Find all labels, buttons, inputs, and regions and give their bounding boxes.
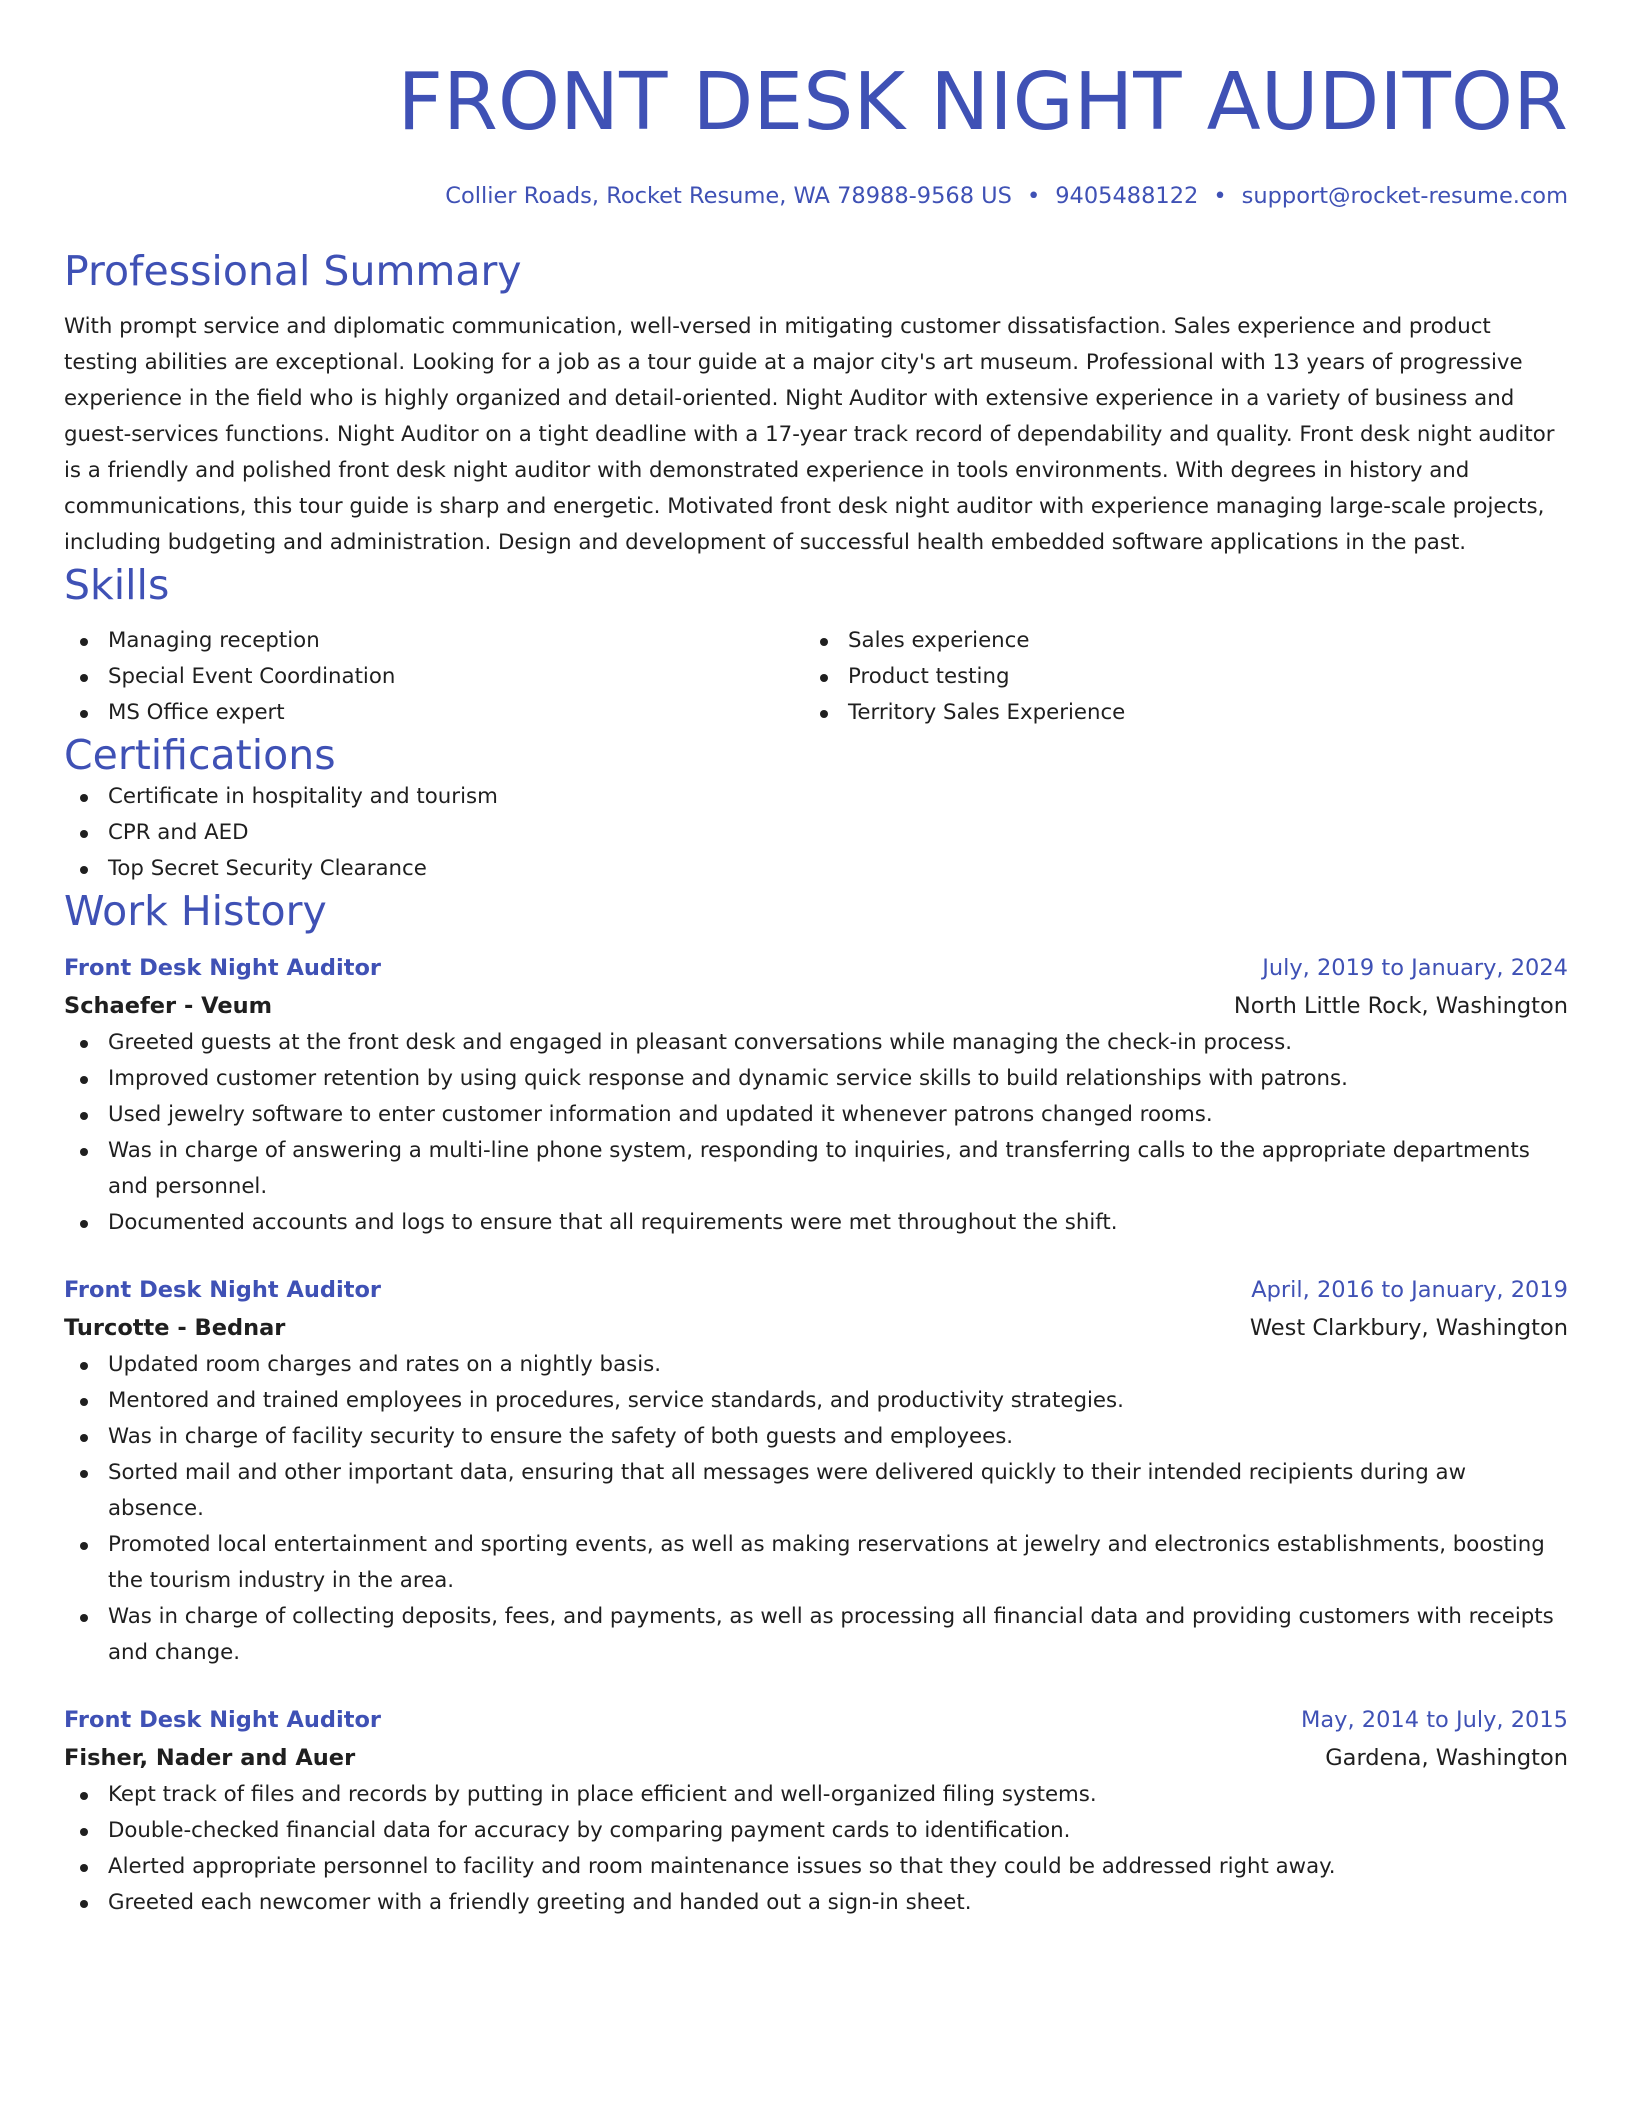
job-duty-text: Kept track of files and records by putting in place efficient and well-organized filing systems. bbox=[108, 1782, 1097, 1807]
bullet-icon bbox=[80, 1362, 88, 1370]
job-dates: May, 2014 to July, 2015 bbox=[1300, 1707, 1568, 1733]
skill-text: Special Event Coordination bbox=[108, 664, 396, 689]
job-duty bbox=[64, 1599, 1568, 1671]
job-dates: July, 2019 to January, 2024 bbox=[1262, 955, 1568, 981]
certifications-list bbox=[64, 779, 1568, 887]
skills-right-list bbox=[804, 623, 1544, 731]
job-dates: April, 2016 to January, 2019 bbox=[1251, 1277, 1568, 1303]
skill-item bbox=[804, 623, 1544, 659]
job-duties-list bbox=[64, 1347, 1568, 1671]
job-duty bbox=[64, 1419, 1568, 1455]
resume-name: FRONT DESK NIGHT AUDITOR bbox=[397, 56, 1568, 148]
skills-left-list bbox=[64, 623, 804, 731]
job-duty bbox=[64, 1813, 1568, 1849]
bullet-icon bbox=[80, 710, 88, 718]
job-location: West Clarkbury, Washington bbox=[1249, 1315, 1568, 1341]
resume-header bbox=[64, 52, 1568, 211]
contact-separator: • bbox=[1213, 183, 1227, 209]
certification-text: Top Secret Security Clearance bbox=[108, 856, 427, 881]
summary-heading: Professional Summary bbox=[64, 247, 522, 295]
job-duty bbox=[64, 1347, 1568, 1383]
bullet-icon bbox=[80, 1148, 88, 1156]
skill-text: Managing reception bbox=[108, 628, 320, 653]
job-duty-text: Was in charge of answering a multi-line phone system, responding to inquiries, and transferring calls to the appropriate departments and personnel. bbox=[108, 1138, 1530, 1199]
job-location: North Little Rock, Washington bbox=[1233, 993, 1568, 1019]
bullet-icon bbox=[820, 638, 828, 646]
contact-separator: • bbox=[1026, 183, 1041, 209]
bullet-icon bbox=[80, 1470, 88, 1478]
work-history-heading: Work History bbox=[64, 887, 327, 935]
skill-item bbox=[804, 695, 1544, 731]
job-duty bbox=[64, 1777, 1568, 1813]
job-duty bbox=[64, 1133, 1568, 1205]
certification-item bbox=[64, 779, 1568, 815]
certification-item bbox=[64, 851, 1568, 887]
job-company: Fisher, Nader and Auer bbox=[64, 1745, 356, 1771]
job-duty-text: Used jewelry software to enter customer information and updated it whenever patrons changed rooms. bbox=[108, 1102, 1213, 1127]
skills-section bbox=[64, 561, 1568, 731]
job-role: Front Desk Night Auditor bbox=[64, 1277, 382, 1303]
job-role: Front Desk Night Auditor bbox=[64, 955, 382, 981]
job-location: Gardena, Washington bbox=[1325, 1745, 1568, 1771]
job-duty bbox=[64, 1383, 1568, 1419]
job-company-row bbox=[64, 987, 1568, 1025]
contact-line bbox=[64, 181, 1568, 211]
bullet-icon bbox=[80, 794, 88, 802]
skills-heading: Skills bbox=[64, 561, 170, 609]
skill-text: Product testing bbox=[848, 664, 1010, 689]
job-title-row bbox=[64, 1701, 1568, 1739]
bullet-icon bbox=[820, 710, 828, 718]
bullet-icon bbox=[820, 674, 828, 682]
job-role: Front Desk Night Auditor bbox=[64, 1707, 382, 1733]
summary-section bbox=[64, 247, 1568, 561]
certifications-heading: Certifications bbox=[64, 731, 336, 779]
job-duty bbox=[64, 1205, 1568, 1241]
job-entry bbox=[64, 949, 1568, 1241]
bullet-icon bbox=[80, 1076, 88, 1084]
job-duty-text: Was in charge of facility security to ensure the safety of both guests and employees. bbox=[108, 1424, 1014, 1449]
contact-email[interactable]: support@rocket-resume.com bbox=[1241, 183, 1568, 209]
job-duties-list bbox=[64, 1025, 1568, 1241]
job-duty bbox=[64, 1885, 1568, 1921]
bullet-icon bbox=[80, 830, 88, 838]
skill-item bbox=[64, 659, 804, 695]
skills-grid bbox=[64, 623, 1568, 731]
job-company: Turcotte - Bednar bbox=[64, 1315, 286, 1341]
bullet-icon bbox=[80, 1220, 88, 1228]
bullet-icon bbox=[80, 1614, 88, 1622]
job-duty-text: Greeted guests at the front desk and engaged in pleasant conversations while managing the check-in process. bbox=[108, 1030, 1293, 1055]
skill-item bbox=[64, 695, 804, 731]
certification-text: Certificate in hospitality and tourism bbox=[108, 784, 498, 809]
job-company-row bbox=[64, 1309, 1568, 1347]
bullet-icon bbox=[80, 1398, 88, 1406]
job-duty bbox=[64, 1849, 1568, 1885]
skill-item bbox=[804, 659, 1544, 695]
bullet-icon bbox=[80, 674, 88, 682]
job-entry bbox=[64, 1271, 1568, 1671]
bullet-icon bbox=[80, 1112, 88, 1120]
job-duty-text: Promoted local entertainment and sporting events, as well as making reservations at jewelry and electronics establishments, boosting the tourism industry in the area. bbox=[108, 1532, 1545, 1593]
job-duty-text: Sorted mail and other important data, ensuring that all messages were delivered quickly to their intended recipients during aw absence. bbox=[108, 1460, 1466, 1521]
job-duty-text: Was in charge of collecting deposits, fees, and payments, as well as processing all financial data and providing customers with receipts and change. bbox=[108, 1604, 1554, 1665]
summary-text: With prompt service and diplomatic communication, well-versed in mitigating customer dissatisfaction. Sales experience and product testing abilities are exceptional. Looking for a job as a tour guide at a major city's art museum. Professional with 13 years of progressive experience in the field who is highly organized and detail-oriented. Night Auditor with extensive experience in a variety of business and guest-services functions. Night Auditor on a tight deadline with a 17-year track record of dependability and quality. Front desk night auditor is a friendly and polished front desk night auditor with demonstrated experience in tools environments. With degrees in history and communications, this tour guide is sharp and energetic. Motivated front desk night auditor with experience managing large-scale projects, including budgeting and administration. Design and development of successful health embedded software applications in the past. bbox=[64, 314, 1555, 555]
contact-address: Collier Roads, Rocket Resume, WA 78988-9568 US bbox=[445, 183, 1012, 209]
job-duty-text: Alerted appropriate personnel to facility and room maintenance issues so that they could be addressed right away. bbox=[108, 1854, 1336, 1879]
job-entry bbox=[64, 1701, 1568, 1921]
certification-item bbox=[64, 815, 1568, 851]
skill-text: Territory Sales Experience bbox=[848, 700, 1126, 725]
bullet-icon bbox=[80, 1542, 88, 1550]
job-duty-text: Double-checked financial data for accuracy by comparing payment cards to identification. bbox=[108, 1818, 1071, 1843]
job-duty bbox=[64, 1061, 1568, 1097]
job-title-row bbox=[64, 1271, 1568, 1309]
job-duty-text: Greeted each newcomer with a friendly greeting and handed out a sign-in sheet. bbox=[108, 1890, 972, 1915]
job-duty bbox=[64, 1455, 1568, 1527]
job-duty-text: Improved customer retention by using quick response and dynamic service skills to build relationships with patrons. bbox=[108, 1066, 1348, 1091]
bullet-icon bbox=[80, 638, 88, 646]
certifications-section bbox=[64, 731, 1568, 887]
bullet-icon bbox=[80, 1040, 88, 1048]
job-duties-list bbox=[64, 1777, 1568, 1921]
work-history-section bbox=[64, 887, 1568, 1921]
job-duty bbox=[64, 1025, 1568, 1061]
contact-phone: 9405488122 bbox=[1055, 183, 1199, 209]
bullet-icon bbox=[80, 1900, 88, 1908]
job-title-row bbox=[64, 949, 1568, 987]
skill-text: MS Office expert bbox=[108, 700, 285, 725]
skill-text: Sales experience bbox=[848, 628, 1030, 653]
skill-item bbox=[64, 623, 804, 659]
job-duty bbox=[64, 1097, 1568, 1133]
bullet-icon bbox=[80, 1864, 88, 1872]
certification-text: CPR and AED bbox=[108, 820, 249, 845]
bullet-icon bbox=[80, 1434, 88, 1442]
job-company: Schaefer - Veum bbox=[64, 993, 273, 1019]
bullet-icon bbox=[80, 866, 88, 874]
bullet-icon bbox=[80, 1792, 88, 1800]
bullet-icon bbox=[80, 1828, 88, 1836]
job-duty-text: Documented accounts and logs to ensure that all requirements were met throughout the shift. bbox=[108, 1210, 1118, 1235]
job-duty-text: Mentored and trained employees in procedures, service standards, and productivity strategies. bbox=[108, 1388, 1124, 1413]
job-duty-text: Updated room charges and rates on a nightly basis. bbox=[108, 1352, 662, 1377]
job-duty bbox=[64, 1527, 1568, 1599]
job-company-row bbox=[64, 1739, 1568, 1777]
